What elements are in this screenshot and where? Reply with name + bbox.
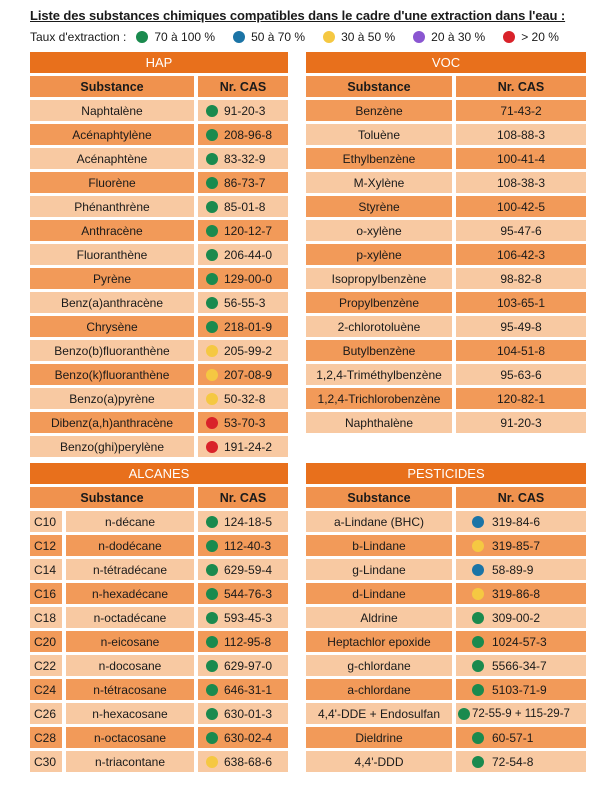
status-dot-icon	[472, 516, 484, 528]
blue-dot-icon	[233, 31, 245, 43]
table-row	[306, 340, 586, 361]
hap-column-header	[30, 76, 288, 97]
status-dot-icon	[206, 273, 218, 285]
substance-name: Styrène	[306, 196, 452, 217]
cas-number	[198, 631, 288, 652]
pesticides-header: PESTICIDES	[306, 463, 586, 484]
table-row	[306, 316, 586, 337]
cas-number	[456, 679, 586, 700]
status-dot-icon	[206, 153, 218, 165]
cas-number: 95-47-6	[456, 220, 586, 241]
table-row	[306, 751, 586, 772]
voc-header: VOC	[306, 52, 586, 73]
table-row	[30, 292, 288, 313]
cas-number	[198, 727, 288, 748]
cas-number: 108-38-3	[456, 172, 586, 193]
table-row	[306, 631, 586, 652]
substance-name: g-Lindane	[306, 559, 452, 580]
column-cas: Nr. CAS	[198, 76, 288, 97]
carbon-code: C16	[30, 583, 62, 604]
table-row	[30, 244, 288, 265]
cas-value: 638-68-6	[224, 754, 273, 769]
status-dot-icon	[472, 732, 484, 744]
alcanes-column-header	[30, 487, 288, 508]
pesticides-table	[306, 463, 586, 772]
column-cas: Nr. CAS	[456, 487, 586, 508]
substance-name: n-docosane	[66, 655, 194, 676]
table-row	[30, 268, 288, 289]
substance-name: Dieldrine	[306, 727, 452, 748]
status-dot-icon	[472, 612, 484, 624]
status-dot-icon	[206, 345, 218, 357]
green-dot-icon	[136, 31, 148, 43]
cas-number	[456, 535, 586, 556]
status-dot-icon	[206, 321, 218, 333]
cas-value: 50-32-8	[224, 391, 266, 406]
table-row	[306, 124, 586, 145]
status-dot-icon	[206, 588, 218, 600]
legend-item-20-30	[413, 30, 485, 44]
cas-number	[198, 220, 288, 241]
cas-number: 104-51-8	[456, 340, 586, 361]
cas-number: 100-41-4	[456, 148, 586, 169]
table-row	[30, 388, 288, 409]
substance-name: Benzo(k)fluoranthène	[30, 364, 194, 385]
substance-name: n-eicosane	[66, 631, 194, 652]
cas-number	[198, 655, 288, 676]
cas-value: 593-45-3	[224, 610, 273, 625]
status-dot-icon	[206, 105, 218, 117]
cas-value: 207-08-9	[224, 367, 273, 382]
status-dot-icon	[472, 660, 484, 672]
cas-value: 646-31-1	[224, 682, 273, 697]
table-row	[306, 268, 586, 289]
table-row	[30, 559, 288, 580]
substance-name: Chrysène	[30, 316, 194, 337]
substance-name: Anthracène	[30, 220, 194, 241]
substance-name: n-octacosane	[66, 727, 194, 748]
purple-dot-icon	[413, 31, 425, 43]
cas-number	[198, 364, 288, 385]
cas-number	[198, 340, 288, 361]
status-dot-icon	[206, 564, 218, 576]
cas-number	[198, 412, 288, 433]
status-dot-icon	[472, 684, 484, 696]
cas-value: 85-01-8	[224, 199, 266, 214]
substance-name: n-octadécane	[66, 607, 194, 628]
cas-value: 319-84-6	[492, 514, 541, 529]
status-dot-icon	[206, 684, 218, 696]
cas-number	[198, 148, 288, 169]
status-dot-icon	[206, 225, 218, 237]
cas-number	[456, 703, 586, 724]
table-row	[30, 535, 288, 556]
table-row	[30, 196, 288, 217]
substance-name: Toluène	[306, 124, 452, 145]
yellow-dot-icon	[323, 31, 335, 43]
cas-value: 124-18-5	[224, 514, 273, 529]
extraction-legend	[30, 30, 577, 44]
cas-value: 129-00-0	[224, 271, 273, 286]
table-row	[30, 703, 288, 724]
legend-item-label: 70 à 100 %	[154, 30, 216, 44]
cas-number	[198, 268, 288, 289]
cas-value: 72-54-8	[492, 754, 534, 769]
cas-number: 98-82-8	[456, 268, 586, 289]
substance-name: n-triacontane	[66, 751, 194, 772]
column-cas: Nr. CAS	[198, 487, 288, 508]
substance-name: 2-chlorotoluène	[306, 316, 452, 337]
cas-number	[198, 124, 288, 145]
cas-number	[198, 316, 288, 337]
table-row	[306, 511, 586, 532]
table-row	[30, 607, 288, 628]
column-substance: Substance	[306, 76, 452, 97]
table-row	[306, 679, 586, 700]
column-substance: Substance	[30, 76, 194, 97]
cas-number: 120-82-1	[456, 388, 586, 409]
cas-number	[198, 292, 288, 313]
substance-name: Heptachlor epoxide	[306, 631, 452, 652]
voc-column-header	[306, 76, 586, 97]
cas-value: 205-99-2	[224, 343, 273, 358]
table-row	[306, 172, 586, 193]
cas-number	[198, 559, 288, 580]
cas-value: 629-97-0	[224, 658, 273, 673]
cas-number	[198, 511, 288, 532]
cas-value: 53-70-3	[224, 415, 266, 430]
cas-value: 86-73-7	[224, 175, 266, 190]
table-row	[30, 316, 288, 337]
table-row	[306, 292, 586, 313]
substance-name: M-Xylène	[306, 172, 452, 193]
legend-item-over-20	[503, 30, 559, 44]
substance-name: o-xylène	[306, 220, 452, 241]
cas-number	[456, 631, 586, 652]
cas-number: 71-43-2	[456, 100, 586, 121]
status-dot-icon	[206, 636, 218, 648]
cas-value: 309-00-2	[492, 610, 541, 625]
cas-number	[198, 607, 288, 628]
status-dot-icon	[458, 708, 470, 720]
table-row	[306, 727, 586, 748]
table-row	[306, 220, 586, 241]
table-row	[306, 148, 586, 169]
status-dot-icon	[206, 129, 218, 141]
carbon-code: C30	[30, 751, 62, 772]
cas-value: 83-32-9	[224, 151, 266, 166]
carbon-code: C28	[30, 727, 62, 748]
table-row	[30, 412, 288, 433]
substance-name: n-dodécane	[66, 535, 194, 556]
cas-number	[198, 535, 288, 556]
cas-value: 630-01-3	[224, 706, 273, 721]
carbon-code: C14	[30, 559, 62, 580]
carbon-code: C22	[30, 655, 62, 676]
cas-value: 5103-71-9	[492, 682, 547, 697]
cas-number: 95-49-8	[456, 316, 586, 337]
table-row	[30, 679, 288, 700]
table-row	[30, 727, 288, 748]
table-row	[30, 340, 288, 361]
cas-number: 103-65-1	[456, 292, 586, 313]
substance-name: g-chlordane	[306, 655, 452, 676]
cas-value: 91-20-3	[224, 103, 266, 118]
legend-label: Taux d'extraction :	[30, 30, 127, 44]
document-title: Liste des substances chimiques compatibles dans le cadre d'une extraction dans l'eau :	[30, 8, 566, 23]
status-dot-icon	[206, 732, 218, 744]
substance-name: Aldrine	[306, 607, 452, 628]
status-dot-icon	[472, 540, 484, 552]
status-dot-icon	[206, 708, 218, 720]
cas-number	[456, 727, 586, 748]
cas-number	[198, 196, 288, 217]
table-row	[306, 583, 586, 604]
cas-number	[198, 679, 288, 700]
cas-value: 544-76-3	[224, 586, 273, 601]
carbon-code: C10	[30, 511, 62, 532]
alcanes-header: ALCANES	[30, 463, 288, 484]
column-cas: Nr. CAS	[456, 76, 586, 97]
carbon-code: C24	[30, 679, 62, 700]
status-dot-icon	[206, 417, 218, 429]
cas-value: 120-12-7	[224, 223, 273, 238]
legend-item-30-50	[323, 30, 395, 44]
substance-name: n-décane	[66, 511, 194, 532]
substance-name: Phénanthrène	[30, 196, 194, 217]
cas-value: 319-86-8	[492, 586, 541, 601]
legend-item-50-70	[233, 30, 305, 44]
table-row	[30, 364, 288, 385]
substance-name: Naphtalène	[30, 100, 194, 121]
status-dot-icon	[206, 540, 218, 552]
substance-name: n-tétradécane	[66, 559, 194, 580]
table-row	[306, 100, 586, 121]
table-row	[306, 559, 586, 580]
cas-number	[198, 244, 288, 265]
table-row	[30, 436, 288, 457]
legend-item-label: 30 à 50 %	[341, 30, 396, 44]
hap-table	[30, 52, 288, 457]
status-dot-icon	[206, 393, 218, 405]
table-row	[306, 655, 586, 676]
legend-item-label: 50 à 70 %	[251, 30, 306, 44]
cas-number	[198, 751, 288, 772]
status-dot-icon	[206, 756, 218, 768]
red-dot-icon	[503, 31, 515, 43]
substance-name: Propylbenzène	[306, 292, 452, 313]
cas-number	[198, 703, 288, 724]
substance-name: Benzo(b)fluoranthène	[30, 340, 194, 361]
alcanes-table	[30, 463, 288, 772]
substance-name: Isopropylbenzène	[306, 268, 452, 289]
substance-name: Benzo(ghi)perylène	[30, 436, 194, 457]
substance-name: n-tétracosane	[66, 679, 194, 700]
table-row	[30, 655, 288, 676]
table-row	[306, 364, 586, 385]
status-dot-icon	[206, 297, 218, 309]
substance-name: Naphthalène	[306, 412, 452, 433]
carbon-code: C20	[30, 631, 62, 652]
table-row	[30, 631, 288, 652]
status-dot-icon	[472, 756, 484, 768]
cas-value: 58-89-9	[492, 562, 534, 577]
substance-name: 1,2,4-Triméthylbenzène	[306, 364, 452, 385]
substance-name: b-Lindane	[306, 535, 452, 556]
cas-number	[456, 559, 586, 580]
table-row	[30, 100, 288, 121]
cas-number	[198, 388, 288, 409]
table-row	[30, 172, 288, 193]
column-substance: Substance	[306, 487, 452, 508]
table-row	[306, 535, 586, 556]
table-row	[306, 196, 586, 217]
substance-name: Fluorène	[30, 172, 194, 193]
table-row	[30, 220, 288, 241]
cas-value: 112-95-8	[224, 634, 272, 649]
cas-number: 106-42-3	[456, 244, 586, 265]
legend-item-label: 20 à 30 %	[431, 30, 486, 44]
cas-value: 319-85-7	[492, 538, 541, 553]
substance-name: p-xylène	[306, 244, 452, 265]
substance-name: Benzo(a)pyrène	[30, 388, 194, 409]
status-dot-icon	[206, 612, 218, 624]
cas-value: 218-01-9	[224, 319, 273, 334]
cas-value: 72-55-9 + 115-29-7	[472, 707, 570, 720]
table-row	[30, 751, 288, 772]
table-row	[306, 703, 586, 724]
table-row	[30, 511, 288, 532]
cas-value: 208-96-8	[224, 127, 273, 142]
substance-name: Acénaphtylène	[30, 124, 194, 145]
column-substance: Substance	[30, 487, 194, 508]
voc-table	[306, 52, 586, 433]
cas-value: 5566-34-7	[492, 658, 547, 673]
status-dot-icon	[206, 249, 218, 261]
cas-number	[198, 172, 288, 193]
cas-number: 100-42-5	[456, 196, 586, 217]
status-dot-icon	[206, 441, 218, 453]
substance-name: Butylbenzène	[306, 340, 452, 361]
substance-name: n-hexacosane	[66, 703, 194, 724]
cas-value: 191-24-2	[224, 439, 273, 454]
cas-number	[456, 511, 586, 532]
status-dot-icon	[206, 516, 218, 528]
table-row	[306, 244, 586, 265]
status-dot-icon	[206, 201, 218, 213]
table-row	[306, 388, 586, 409]
status-dot-icon	[206, 660, 218, 672]
substance-name: Pyrène	[30, 268, 194, 289]
substance-name: Acénaphtène	[30, 148, 194, 169]
substance-name: Benz(a)anthracène	[30, 292, 194, 313]
cas-value: 629-59-4	[224, 562, 273, 577]
cas-value: 56-55-3	[224, 295, 266, 310]
substance-name: Ethylbenzène	[306, 148, 452, 169]
table-row	[30, 124, 288, 145]
cas-number	[198, 436, 288, 457]
substance-name: Benzène	[306, 100, 452, 121]
table-row	[306, 607, 586, 628]
cas-number	[198, 100, 288, 121]
table-row	[30, 148, 288, 169]
table-row	[30, 583, 288, 604]
status-dot-icon	[472, 588, 484, 600]
legend-item-70-100	[136, 30, 215, 44]
substance-name: n-hexadécane	[66, 583, 194, 604]
substance-name: Fluoranthène	[30, 244, 194, 265]
cas-number	[456, 751, 586, 772]
cas-number: 108-88-3	[456, 124, 586, 145]
substance-name: 4,4'-DDE + Endosulfan	[306, 703, 452, 724]
status-dot-icon	[206, 369, 218, 381]
table-row	[306, 412, 586, 433]
status-dot-icon	[472, 636, 484, 648]
substance-name: Dibenz(a,h)anthracène	[30, 412, 194, 433]
substance-name: a-Lindane (BHC)	[306, 511, 452, 532]
substance-name: a-chlordane	[306, 679, 452, 700]
cas-number	[456, 607, 586, 628]
legend-item-label: > 20 %	[521, 30, 559, 44]
cas-value: 206-44-0	[224, 247, 273, 262]
cas-number	[456, 583, 586, 604]
status-dot-icon	[206, 177, 218, 189]
carbon-code: C12	[30, 535, 62, 556]
status-dot-icon	[472, 564, 484, 576]
cas-value: 1024-57-3	[492, 634, 547, 649]
cas-value: 60-57-1	[492, 730, 534, 745]
carbon-code: C26	[30, 703, 62, 724]
pesticides-column-header	[306, 487, 586, 508]
cas-number	[456, 655, 586, 676]
hap-header: HAP	[30, 52, 288, 73]
substance-name: 1,2,4-Trichlorobenzène	[306, 388, 452, 409]
cas-value: 630-02-4	[224, 730, 273, 745]
substance-name: 4,4'-DDD	[306, 751, 452, 772]
cas-number: 95-63-6	[456, 364, 586, 385]
carbon-code: C18	[30, 607, 62, 628]
substance-name: d-Lindane	[306, 583, 452, 604]
cas-number: 91-20-3	[456, 412, 586, 433]
cas-value: 112-40-3	[224, 538, 272, 553]
cas-number	[198, 583, 288, 604]
